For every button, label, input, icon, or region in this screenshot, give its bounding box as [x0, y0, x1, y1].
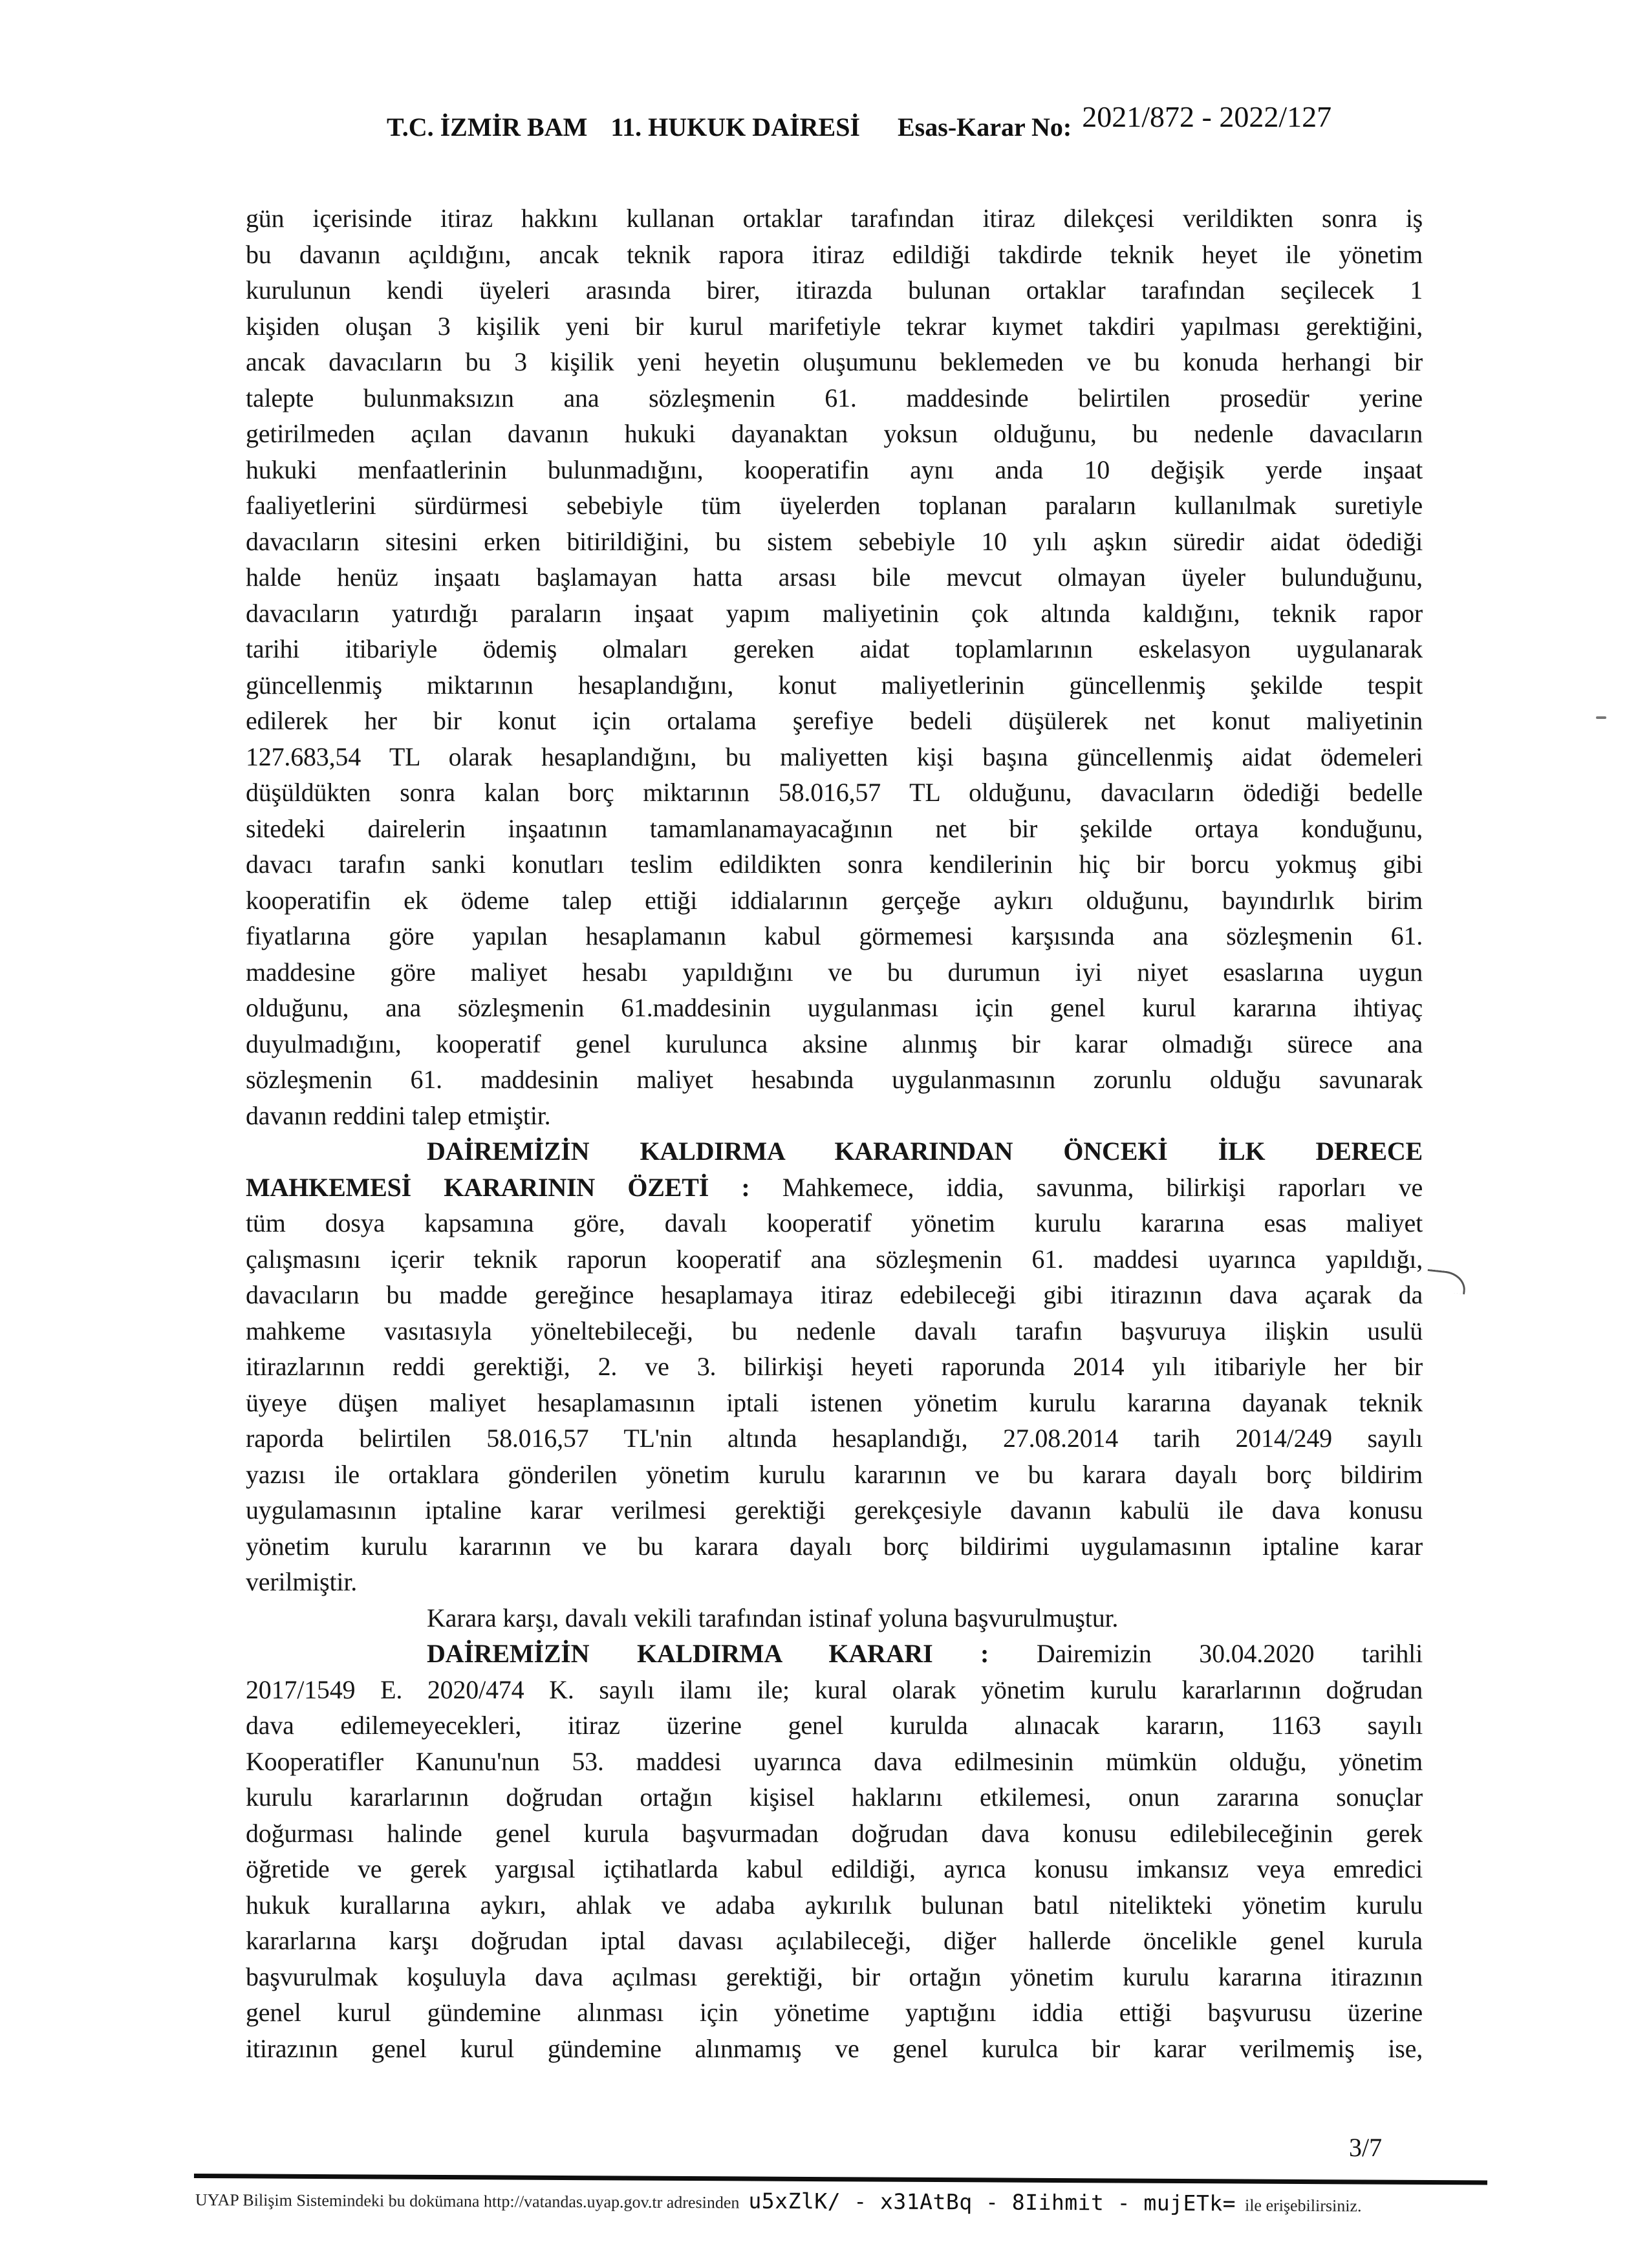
text-line: [246, 990, 1423, 1026]
bold-heading-text: MAHKEMESİ KARARININ ÖZETİ :: [246, 1172, 750, 1202]
text-line: [246, 1672, 1423, 1708]
text-line: [246, 667, 1423, 703]
chamber-name: 11. HUKUK DAİRESİ: [610, 112, 860, 142]
text-line: [246, 775, 1423, 811]
line-text: sitedeki dairelerin inşaatının tamamlanamayacağının net bir şekilde ortaya konduğunu,: [246, 813, 1423, 843]
text-line: [246, 1779, 1423, 1815]
page-number: 3/7: [1349, 2133, 1383, 2162]
text-line: [246, 631, 1423, 667]
uyap-access-code: u5xZlK/ - x31AtBq - 8Iihmit - mujETk=: [748, 2188, 1236, 2216]
text-line: [246, 272, 1423, 308]
line-text: kooperatifin ek ödeme talep ettiği iddialarının gerçeğe aykırı olduğunu, bayındırlık birim: [246, 885, 1423, 915]
document-body: [246, 200, 1423, 2066]
text-line: [246, 1959, 1423, 1995]
scan-artifact-hook: [1425, 1269, 1467, 1294]
footer-access-note: [195, 2185, 1362, 2216]
text-line: [246, 1133, 1423, 1170]
text-line: [246, 1026, 1423, 1062]
line-text: güncellenmiş miktarının hesaplandığını, konut maliyetlerinin güncellenmiş şekilde tespit: [246, 670, 1423, 700]
line-text: tarihi itibariyle ödemiş olmaları gereken aidat toplamlarının eskelasyon uygulanarak: [246, 634, 1423, 663]
line-text: dava edilemeyecekleri, itiraz üzerine genel kurulda alınacak kararın, 1163 sayılı: [246, 1711, 1423, 1740]
text-line: [246, 1528, 1423, 1565]
text-line: [246, 559, 1423, 595]
line-text: davacıların bu madde gereğince hesaplamaya itiraz edebileceği gibi itirazının dava açarak da: [246, 1280, 1423, 1309]
text-line: [246, 846, 1423, 883]
text-line: [246, 811, 1423, 847]
line-text: kararlarına karşı doğrudan iptal davası açılabileceği, diğer hallerde öncelikle genel kurula: [246, 1926, 1423, 1955]
text-line: [246, 1277, 1423, 1313]
text-line: [246, 1170, 1423, 1206]
line-text: düşüldükten sonra kalan borç miktarının 58.016,57 TL olduğunu, davacıların ödediği bedelle: [246, 778, 1423, 807]
text-line: [246, 595, 1423, 632]
line-text: kurulu kararlarının doğrudan ortağın kişisel haklarını etkilemesi, onun zararına sonuçlar: [246, 1782, 1423, 1812]
text-line: [246, 1995, 1423, 2031]
text-line: [246, 1564, 1423, 1600]
text-line: [246, 452, 1423, 488]
line-text: tüm dosya kapsamına göre, davalı kooperatif yönetim kurulu kararına esas maliyet: [246, 1208, 1423, 1237]
text-line: [246, 1492, 1423, 1528]
text-line: [246, 237, 1423, 273]
text-line: [246, 1241, 1423, 1278]
court-name: T.C. İZMİR BAM: [387, 112, 588, 142]
scan-artifact-dash: [1596, 716, 1606, 719]
bold-heading-text: DAİREMİZİN KALDIRMA KARARINDAN ÖNCEKİ İLK DERECE: [427, 1137, 1423, 1166]
text-line: [246, 487, 1423, 524]
line-text: genel kurul gündemine alınması için yönetime yaptığını iddia ettiği başvurusu üzerine: [246, 1998, 1423, 2027]
line-text: Karara karşı, davalı vekili tarafından istinaf yoluna başvurulmuştur.: [427, 1603, 1119, 1632]
paragraph-first-instance-ruling-summary: [246, 1133, 1423, 1600]
line-text: sözleşmenin 61. maddesinin maliyet hesabında uygulanmasının zorunlu olduğu savunarak: [246, 1065, 1423, 1094]
line-text: davacıların sitesini erken bitirildiğini, bu sistem sebebiyle 10 yılı aşkın süredir aidat ödediği: [246, 526, 1423, 556]
line-text: bu davanın açıldığını, ancak teknik rapora itiraz edildiği takdirde teknik heyet ile yönetim: [246, 239, 1423, 269]
text-line: [246, 1851, 1423, 1887]
line-text: itirazlarının reddi gerektiği, 2. ve 3. bilirkişi heyeti raporunda 2014 yılı itibariyle her bir: [246, 1352, 1423, 1381]
text-line: [246, 918, 1423, 954]
text-line: [246, 1062, 1423, 1098]
line-text: doğurması halinde genel kurula başvurmadan doğrudan dava konusu edilebileceğinin gerek: [246, 1818, 1423, 1848]
line-text: raporda belirtilen 58.016,57 TL'nin altında hesaplandığı, 27.08.2014 tarih 2014/249 sayılı: [246, 1424, 1423, 1453]
line-text: kurulunun kendi üyeleri arasında birer, itirazda bulunan ortaklar tarafından seçilecek 1: [246, 275, 1423, 305]
bold-heading-text: DAİREMİZİN KALDIRMA KARARI :: [427, 1639, 989, 1668]
line-text: halde henüz inşaatı başlamayan hatta arsası bile mevcut olmayan üyeler bulunduğunu,: [246, 562, 1423, 592]
paragraph-appeal-note: [246, 1600, 1423, 1636]
line-text: mahkeme vasıtasıyla yöneltebileceği, bu nedenle davalı tarafın başvuruya ilişkin usulü: [246, 1316, 1423, 1345]
line-text: getirilmeden açılan davanın hukuki dayanaktan yoksun olduğunu, bu nedenle davacıların: [246, 419, 1423, 448]
text-line: [246, 1098, 1423, 1134]
uyap-note-suffix: ile erişebilirsiniz.: [1244, 2196, 1362, 2216]
paragraph-annulment-decision: [246, 1636, 1423, 2066]
line-text: verilmiştir.: [246, 1567, 358, 1596]
line-text: uygulamasının iptaline karar verilmesi gerektiği gerekçesiyle davanın kabulü ile dava konusu: [246, 1495, 1423, 1524]
line-text: talepte bulunmaksızın ana sözleşmenin 61. maddesinde belirtilen prosedür yerine: [246, 383, 1423, 412]
line-text: Mahkemece, iddia, savunma, bilirkişi raporları ve: [749, 1172, 1423, 1202]
line-text: üyeye düşen maliyet hesaplamasının iptali istenen yönetim kurulu kararına dayanak teknik: [246, 1387, 1423, 1417]
text-line: [246, 1707, 1423, 1744]
text-line: [246, 1420, 1423, 1457]
line-text: yazısı ile ortaklara gönderilen yönetim kurulu kararının ve bu karara dayalı borç bildirim: [246, 1459, 1423, 1489]
document-header: [387, 100, 1332, 143]
line-text: faaliyetlerini sürdürmesi sebebiyle tüm üyelerden toplanan paraların kullanılmak suretiyle: [246, 491, 1423, 520]
line-text: ancak davacıların bu 3 kişilik yeni heyetin oluşumunu beklemeden ve bu konuda herhangi bir: [246, 347, 1423, 376]
line-text: öğretide ve gerek yargısal içtihatlarda kabul edildiği, ayrıca konusu imkansız veya emredici: [246, 1854, 1423, 1883]
esas-karar-label: Esas-Karar No:: [898, 112, 1072, 142]
line-text: duyulmadığını, kooperatif genel kurulunca aksine alınmış bir karar olmadığı sürece ana: [246, 1029, 1423, 1058]
line-text: 127.683,54 TL olarak hesaplandığını, bu maliyetten kişi başına güncellenmiş aidat ödemeleri: [246, 742, 1423, 771]
text-line: [246, 2031, 1423, 2067]
line-text: hukuki menfaatlerinin bulunmadığını, kooperatifin aynı anda 10 değişik yerde inşaat: [246, 455, 1423, 484]
text-line: [246, 200, 1423, 237]
line-text: davanın reddini talep etmiştir.: [246, 1100, 551, 1130]
line-text: fiyatlarına göre yapılan hesaplamanın kabul görmemesi karşısında ana sözleşmenin 61.: [246, 921, 1423, 950]
paragraph-defense-summary: [246, 200, 1423, 1133]
footer-divider-line: [194, 2174, 1487, 2185]
text-line: [246, 1205, 1423, 1241]
line-text: Dairemizin 30.04.2020 tarihli: [989, 1639, 1423, 1668]
text-line: [246, 380, 1423, 416]
text-line: [246, 1636, 1423, 1672]
text-line: [246, 883, 1423, 919]
text-line: [246, 1815, 1423, 1852]
text-line: [246, 1457, 1423, 1493]
line-text: itirazının genel kurul gündemine alınmamış ve genel kurulca bir karar verilmemiş ise,: [246, 2033, 1423, 2063]
text-line: [246, 416, 1423, 452]
text-line: [246, 1600, 1423, 1636]
line-text: gün içerisinde itiraz hakkını kullanan ortaklar tarafından itiraz dilekçesi verildikten sonra iş: [246, 204, 1423, 233]
line-text: hukuk kurallarına aykırı, ahlak ve adaba aykırılık bulunan batıl nitelikteki yönetim kurulu: [246, 1890, 1423, 1920]
line-text: başvurulmak koşuluyla dava açılması gerektiği, bir ortağın yönetim kurulu kararına itirazının: [246, 1962, 1423, 1991]
text-line: [246, 1385, 1423, 1421]
text-line: [246, 954, 1423, 990]
line-text: yönetim kurulu kararının ve bu karara dayalı borç bildirimi uygulamasının iptaline karar: [246, 1531, 1423, 1561]
uyap-note-prefix: UYAP Bilişim Sistemindeki bu dokümana http://vatandas.uyap.gov.tr adresinden: [195, 2190, 740, 2212]
text-line: [246, 344, 1423, 380]
text-line: [246, 1887, 1423, 1923]
text-line: [246, 1313, 1423, 1349]
line-text: 2017/1549 E. 2020/474 K. sayılı ilamı ile; kural olarak yönetim kurulu kararlarının doğrudan: [246, 1674, 1423, 1704]
line-text: edilerek her bir konut için ortalama şerefiye bedeli düşülerek net konut maliyetinin: [246, 706, 1423, 735]
text-line: [246, 308, 1423, 345]
text-line: [246, 1744, 1423, 1780]
line-text: çalışmasını içerir teknik raporun kooperatif ana sözleşmenin 61. maddesi uyarınca yapıldığı,: [246, 1244, 1423, 1274]
line-text: kişiden oluşan 3 kişilik yeni bir kurul marifetiyle tekrar kıymet takdiri yapılması gerektiğini,: [246, 311, 1423, 341]
text-line: [246, 1923, 1423, 1959]
line-text: davacıların yatırdığı paraların inşaat yapım maliyetinin çok altında kaldığını, teknik rapor: [246, 598, 1423, 628]
line-text: Kooperatifler Kanunu'nun 53. maddesi uyarınca dava edilmesinin mümkün olduğu, yönetim: [246, 1746, 1423, 1776]
line-text: olduğunu, ana sözleşmenin 61.maddesinin uygulanması için genel kurul kararına ihtiyaç: [246, 993, 1423, 1022]
text-line: [246, 524, 1423, 560]
text-line: [246, 703, 1423, 739]
text-line: [246, 1349, 1423, 1385]
line-text: davacı tarafın sanki konutları teslim edildikten sonra kendilerinin hiç bir borcu yokmuş gibi: [246, 850, 1423, 879]
esas-karar-value: 2021/872 - 2022/127: [1082, 100, 1332, 133]
line-text: maddesine göre maliyet hesabı yapıldığını ve bu durumun iyi niyet esaslarına uygun: [246, 957, 1423, 987]
text-line: [246, 739, 1423, 775]
